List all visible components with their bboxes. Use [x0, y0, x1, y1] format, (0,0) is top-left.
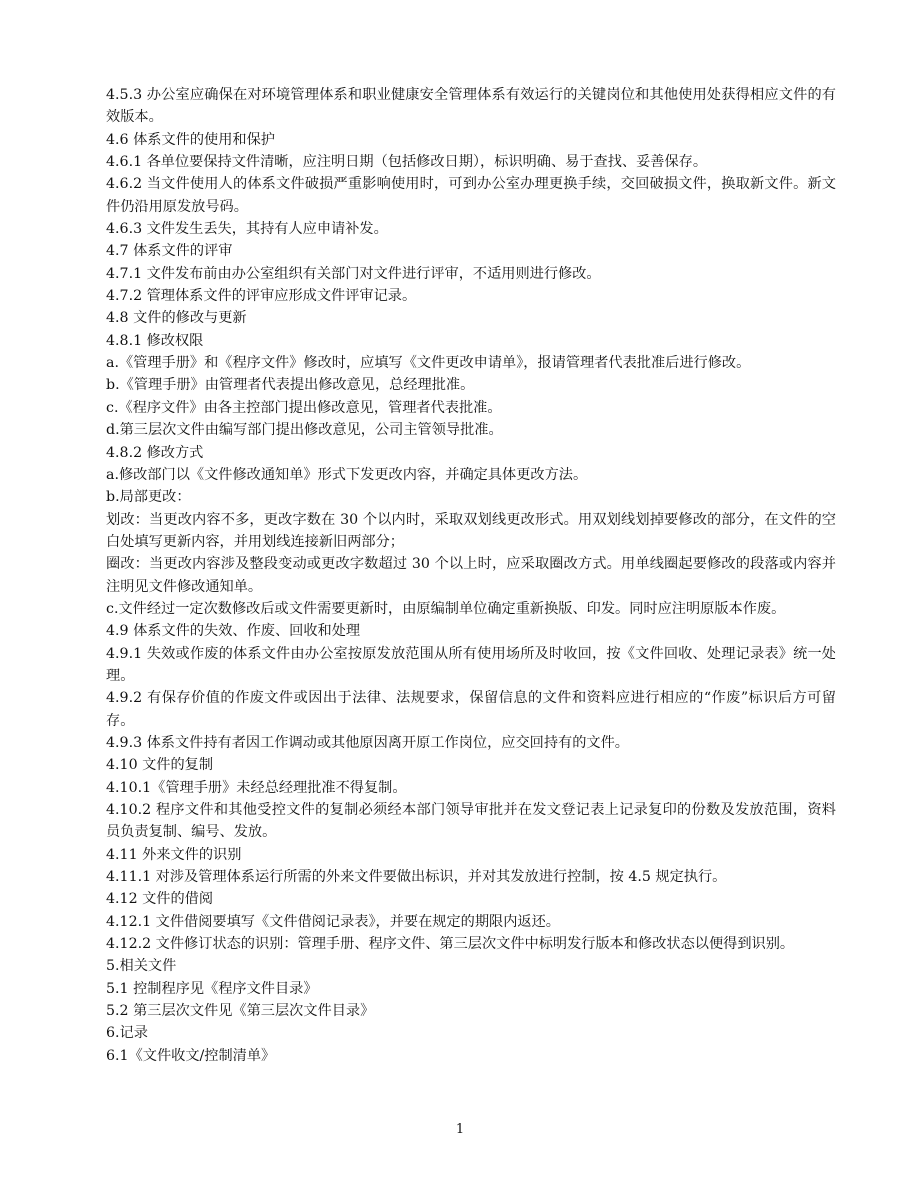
paragraph-5-1: 5.1 控制程序见《程序文件目录》 [106, 980, 318, 997]
paragraph-4-12-1: 4.12.1 文件借阅要填写《文件借阅记录表》，并要在规定的期限内返还。 [106, 913, 560, 930]
document-body [106, 84, 836, 1067]
paragraph-5-2: 5.2 第三层次文件见《第三层次文件目录》 [106, 1003, 375, 1020]
paragraph-6-1: 6.1《文件收文/控制清单》 [106, 1047, 276, 1064]
paragraph-4-9-2: 4.9.2 有保存价值的作废文件或因出于法律、法规要求，保留信息的文件和资料应进行相应的“作废”标识后方可留存。 [106, 690, 836, 729]
paragraph-4-6-2: 4.6.2 当文件使用人的体系文件破损严重影响使用时，可到办公室办理更换手续，交回破损文件，换取新文件。新文件仍沿用原发放号码。 [106, 176, 836, 215]
paragraph-4-10-1: 4.10.1《管理手册》未经总经理批准不得复制。 [106, 779, 407, 796]
list-item-4-8-1-c: c.《程序文件》由各主控部门提出修改意见，管理者代表批准。 [106, 399, 502, 416]
section-heading-6: 6.记录 [106, 1025, 148, 1042]
paragraph-strike-edit: 划改：当更改内容不多，更改字数在 30 个以内时，采取双划线更改形式。用双划线划掉要修改的部分，在文件的空白处填写更新内容，并用划线连接新旧两部分； [106, 511, 836, 550]
paragraph-4-7-2: 4.7.2 管理体系文件的评审应形成文件评审记录。 [106, 288, 417, 305]
list-item-4-8-2-b: b.局部更改： [106, 489, 191, 506]
paragraph-4-9-3: 4.9.3 体系文件持有者因工作调动或其他原因离开原工作岗位，应交回持有的文件。 [106, 734, 629, 751]
list-item-4-8-1-b: b.《管理手册》由管理者代表提出修改意见，总经理批准。 [106, 377, 475, 394]
list-item-4-8-2-c: c.文件经过一定次数修改后或文件需要更新时，由原编制单位确定重新换版、印发。同时应注明原版本作废。 [106, 600, 786, 617]
subsection-heading-4-8-2: 4.8.2 修改方式 [106, 444, 204, 461]
paragraph-4-12-2: 4.12.2 文件修订状态的识别：管理手册、程序文件、第三层次文件中标明发行版本和修改状态以便得到识别。 [106, 936, 795, 953]
paragraph-4-9-1: 4.9.1 失效或作废的体系文件由办公室按原发放范围从所有使用场所及时收回，按《文件回收、处理记录表》统一处理。 [106, 645, 836, 684]
paragraph-4-5-3: 4.5.3 办公室应确保在对环境管理体系和职业健康安全管理体系有效运行的关键岗位和其他使用处获得相应文件的有效版本。 [106, 87, 836, 126]
section-heading-4-12: 4.12 文件的借阅 [106, 891, 214, 908]
section-heading-4-11: 4.11 外来文件的识别 [106, 846, 242, 863]
section-heading-4-7: 4.7 体系文件的评审 [106, 243, 233, 260]
paragraph-4-11-1: 4.11.1 对涉及管理体系运行所需的外来文件要做出标识，并对其发放进行控制，按 4.5 规定执行。 [106, 869, 727, 886]
section-heading-4-8: 4.8 文件的修改与更新 [106, 310, 247, 327]
paragraph-circle-edit: 圈改：当更改内容涉及整段变动或更改字数超过 30 个以上时，应采取圈改方式。用单线圈起要修改的段落或内容并注明见文件修改通知单。 [106, 556, 836, 595]
list-item-4-8-1-a: a.《管理手册》和《程序文件》修改时，应填写《文件更改申请单》，报请管理者代表批准后进行修改。 [106, 355, 751, 372]
paragraph-4-10-2: 4.10.2 程序文件和其他受控文件的复制必须经本部门领导审批并在发文登记表上记录复印的份数及发放范围，资料员负责复制、编号、发放。 [106, 802, 836, 841]
section-heading-4-10: 4.10 文件的复制 [106, 757, 214, 774]
section-heading-4-9: 4.9 体系文件的失效、作废、回收和处理 [106, 623, 361, 640]
section-heading-5: 5.相关文件 [106, 958, 177, 975]
subsection-heading-4-8-1: 4.8.1 修改权限 [106, 332, 204, 349]
section-heading-4-6: 4.6 体系文件的使用和保护 [106, 131, 275, 148]
paragraph-4-7-1: 4.7.1 文件发布前由办公室组织有关部门对文件进行评审，不适用则进行修改。 [106, 265, 601, 282]
page-number: 1 [455, 1122, 465, 1137]
list-item-4-8-2-a: a.修改部门以《文件修改通知单》形式下发更改内容，并确定具体更改方法。 [106, 466, 588, 483]
list-item-4-8-1-d: d.第三层次文件由编写部门提出修改意见，公司主管领导批准。 [106, 422, 503, 439]
paragraph-4-6-1: 4.6.1 各单位要保持文件清晰，应注明日期（包括修改日期），标识明确、易于查找、妥善保存。 [106, 154, 708, 171]
paragraph-4-6-3: 4.6.3 文件发生丢失，其持有人应申请补发。 [106, 221, 388, 238]
